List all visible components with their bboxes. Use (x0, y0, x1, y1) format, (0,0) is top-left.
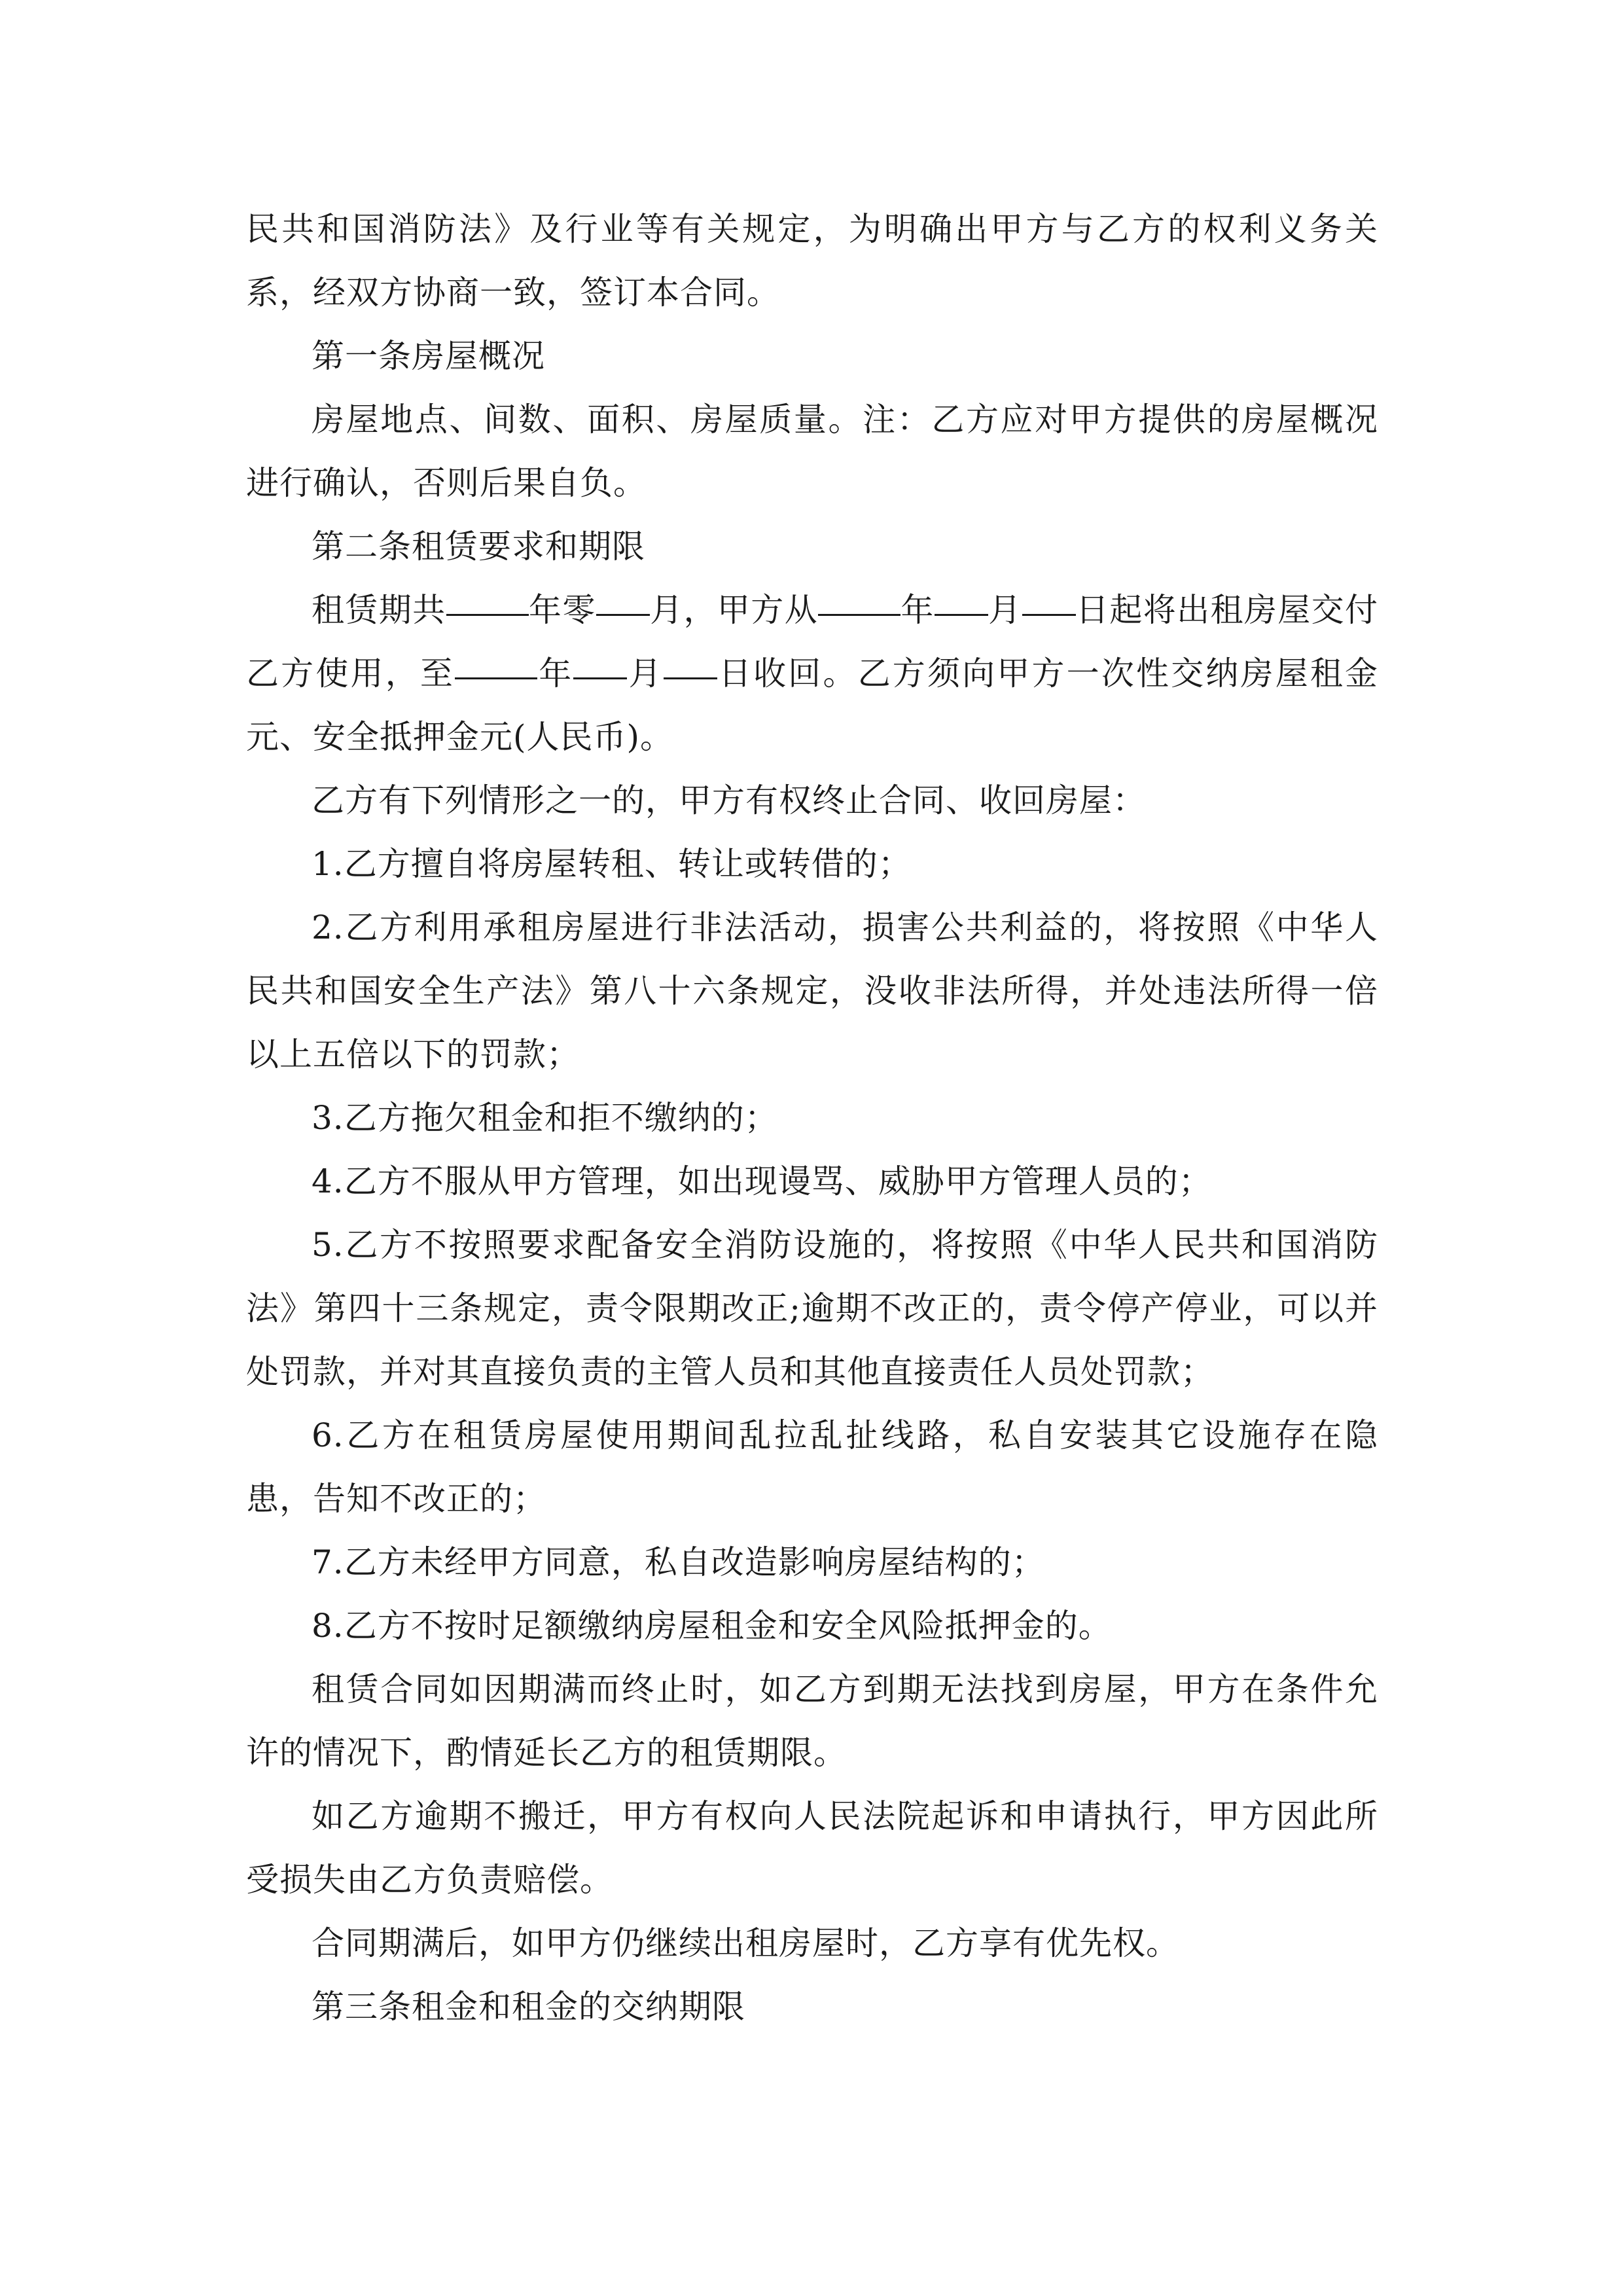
lease-text-e: 月 (988, 591, 1022, 629)
paragraph-lease-period (246, 579, 1378, 769)
blank-start-day (1022, 576, 1076, 616)
lease-text-c: 月，甲方从 (649, 591, 819, 629)
paragraph-termination-intro: 乙方有下列情形之一的，甲方有权终止合同、收回房屋： (312, 781, 1146, 819)
paragraph-intro-continuation: 民共和国消防法》及行业等有关规定，为明确出甲方与乙方的权利义务关系，经双方协商一致，签订本合同。 (246, 210, 1378, 312)
lease-text-d: 年 (901, 591, 935, 629)
lease-text-i: 日收回。乙方须向甲方一次性交纳房屋租金元、安全抵押金元(人民币)。 (246, 655, 1379, 756)
list-item-4: 4.乙方不服从甲方管理，如出现谩骂、威胁甲方管理人员的； (312, 1162, 1212, 1200)
lease-text-f: 日起将出租房屋交付乙方使用，至 (246, 591, 1379, 692)
section-heading-house-overview: 第一条房屋概况 (312, 337, 545, 375)
blank-start-year (818, 576, 901, 616)
lease-text-a: 租赁期共 (312, 591, 446, 629)
list-item-6: 6.乙方在租赁房屋使用期间乱拉乱扯线路，私自安装其它设施存在隐患，告知不改正的； (246, 1416, 1378, 1518)
paragraph-house-details: 房屋地点、间数、面积、房屋质量。注：乙方应对甲方提供的房屋概况进行确认，否则后果自负。 (246, 401, 1378, 502)
section-heading-lease-terms: 第二条租赁要求和期限 (312, 528, 645, 565)
document-body (246, 198, 1378, 2039)
paragraph-lease-extension: 租赁合同如因期满而终止时，如乙方到期无法找到房屋，甲方在条件允许的情况下，酌情延长乙方的租赁期限。 (246, 1670, 1378, 1772)
blank-end-day (664, 639, 717, 679)
list-item-3: 3.乙方拖欠租金和拒不缴纳的； (312, 1099, 778, 1137)
section-heading-rent-payment: 第三条租金和租金的交纳期限 (312, 1988, 745, 2026)
list-item-5: 5.乙方不按照要求配备安全消防设施的，将按照《中华人民共和国消防法》第四十三条规定，责令限期改正;逾期不改正的，责令停产停业，可以并处罚款，并对其直接负责的主管人员和其他直接责任人员处罚款； (246, 1226, 1378, 1391)
lease-text-b: 年零 (528, 591, 596, 629)
lease-text-h: 月 (627, 655, 664, 692)
lease-text-g: 年 (537, 655, 574, 692)
blank-start-month (935, 576, 988, 616)
blank-months (596, 576, 650, 616)
list-item-2: 2.乙方利用承租房屋进行非法活动，损害公共利益的，将按照《中华人民共和国安全生产法》第八十六条规定，没收非法所得，并处违法所得一倍以上五倍以下的罚款； (246, 908, 1378, 1073)
list-item-1: 1.乙方擅自将房屋转租、转让或转借的； (312, 845, 912, 883)
blank-years (446, 576, 529, 616)
blank-end-year (455, 639, 537, 679)
blank-end-month (573, 639, 627, 679)
list-item-8: 8.乙方不按时足额缴纳房屋租金和安全风险抵押金的。 (312, 1607, 1112, 1645)
paragraph-priority-right: 合同期满后，如甲方仍继续出租房屋时，乙方享有优先权。 (312, 1924, 1179, 1962)
paragraph-overdue-relocation: 如乙方逾期不搬迁，甲方有权向人民法院起诉和申请执行，甲方因此所受损失由乙方负责赔偿。 (246, 1797, 1378, 1899)
list-item-7: 7.乙方未经甲方同意，私自改造影响房屋结构的； (312, 1543, 1045, 1581)
